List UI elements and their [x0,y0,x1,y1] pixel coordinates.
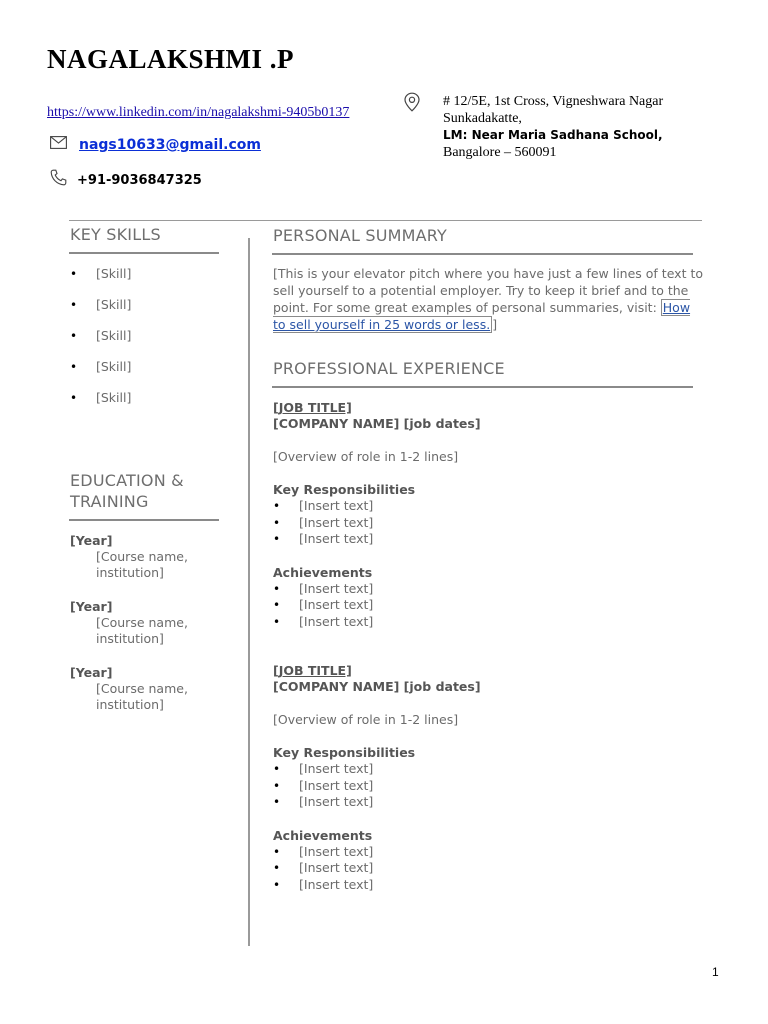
education-institution: institution] [96,631,164,646]
address-line: Sunkadakatte, [443,111,522,126]
personal-summary-text [273,265,703,333]
achievements-list [273,844,693,894]
list-item: • [Insert text] [273,531,693,548]
summary-link[interactable]: How to sell yourself in 25 words or less. [273,300,691,332]
linkedin-link[interactable]: https://www.linkedin.com/in/nagalakshmi-9405b0137 [47,105,350,120]
experience-heading: PROFESSIONAL EXPERIENCE [273,359,505,378]
header-divider [69,220,702,221]
address-line: # 12/5E, 1st Cross, Vigneshwara Nagar [443,94,664,109]
job-overview: [Overview of role in 1-2 lines] [273,712,459,727]
list-item: • [Insert text] [273,614,693,631]
experience-rule [272,386,693,388]
list-item: • [Insert text] [273,761,693,778]
education-course: [Course name, [96,681,188,696]
education-entry [70,665,245,713]
education-heading-line: EDUCATION & [70,471,184,490]
phone-icon [50,169,67,191]
skill-item: • [Skill] [70,297,240,328]
job-entry [273,663,693,893]
responsibilities-label: Key Responsibilities [273,482,416,497]
envelope-icon [50,136,67,154]
job-company: [COMPANY NAME] [job dates] [273,679,481,694]
email-link[interactable]: nags10633@gmail.com [79,137,261,153]
skills-rule [69,252,219,254]
education-institution: institution] [96,565,164,580]
phone-row [50,169,202,191]
skill-item: • [Skill] [70,390,240,421]
list-item: • [Insert text] [273,860,693,877]
summary-end: ] [492,317,498,332]
skill-item: • [Skill] [70,328,240,359]
education-year: [Year] [70,533,113,548]
personal-summary-heading: PERSONAL SUMMARY [273,226,448,245]
education-institution: institution] [96,697,164,712]
column-divider [248,238,250,946]
list-item: • [Insert text] [273,515,693,532]
responsibilities-list [273,498,693,548]
job-overview: [Overview of role in 1-2 lines] [273,449,459,464]
education-year: [Year] [70,665,113,680]
education-course: [Course name, [96,549,188,564]
skill-item: • [Skill] [70,359,240,390]
list-item: • [Insert text] [273,794,693,811]
skill-item: • [Skill] [70,266,240,297]
list-item: • [Insert text] [273,498,693,515]
responsibilities-list [273,761,693,811]
summary-body: [This is your elevator pitch where you have just a few lines of text to sell yourself to a potential employer. Try to keep it brief and to the point. For some great examples of personal summaries, visit: [273,266,703,315]
list-item: • [Insert text] [273,581,693,598]
address-landmark: LM: Near Maria Sadhana School, [443,128,663,142]
achievements-label: Achievements [273,827,373,843]
job-entry [273,400,693,630]
skills-list [70,266,240,421]
summary-rule [272,253,693,255]
education-course: [Course name, [96,615,188,630]
list-item: • [Insert text] [273,778,693,795]
education-entry [70,599,245,647]
phone-number: +91-9036847325 [77,172,202,188]
education-heading [70,470,184,512]
education-year: [Year] [70,599,113,614]
education-rule [69,519,219,521]
location-pin-icon [403,92,421,117]
responsibilities-label: Key Responsibilities [273,745,416,760]
achievements-label: Achievements [273,564,373,580]
list-item: • [Insert text] [273,877,693,894]
key-skills-heading: KEY SKILLS [70,225,161,244]
list-item: • [Insert text] [273,597,693,614]
job-company: [COMPANY NAME] [job dates] [273,416,481,431]
list-item: • [Insert text] [273,844,693,861]
achievements-list [273,581,693,631]
education-entry [70,533,245,581]
education-heading-line: TRAINING [70,492,149,511]
job-title: [JOB TITLE] [273,400,352,415]
candidate-name: NAGALAKSHMI .P [47,44,295,74]
job-title: [JOB TITLE] [273,663,352,678]
address-block [443,93,663,161]
email-row [50,136,261,154]
address-line: Bangalore – 560091 [443,145,557,160]
page-number: 1 [712,965,719,979]
